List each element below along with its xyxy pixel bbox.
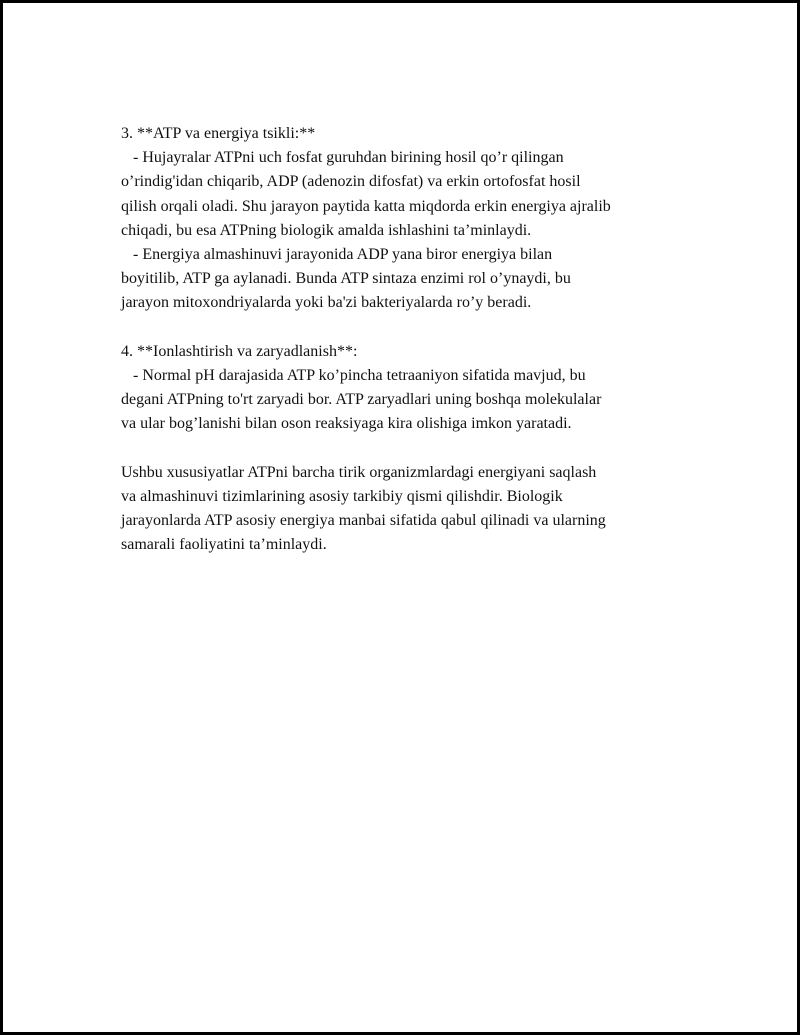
paragraph-spacer (121, 436, 721, 460)
section-4-heading: 4. **Ionlashtirish va zaryadlanish**: (121, 342, 358, 360)
section-3-line: jarayon mitoxondriyalarda yoki ba'zi bakteriyalarda ro’y beradi. (121, 294, 532, 312)
conclusion-line: Ushbu xususiyatlar ATPni barcha tirik organizmlardagi energiyani saqlash (121, 463, 597, 481)
section-4-line: - Normal pH darajasida ATP ko’pincha tetraaniyon sifatida mavjud, bu (121, 366, 586, 384)
paragraph-spacer (121, 316, 721, 340)
section-3-line: o’rindig'idan chiqarib, ADP (adenozin difosfat) va erkin ortofosfat hosil (121, 173, 581, 191)
section-3-line: chiqadi, bu esa ATPning biologik amalda ishlashini ta’minlaydi. (121, 221, 532, 239)
conclusion-line: va almashinuvi tizimlarining asosiy tarkibiy qismi qilishdir. Biologik (121, 487, 563, 505)
conclusion-line: samarali faoliyatini ta’minlaydi. (121, 536, 327, 554)
section-3-line: - Hujayralar ATPni uch fosfat guruhdan birining hosil qo’r qilingan (121, 149, 564, 167)
section-3-line: qilish orqali oladi. Shu jarayon paytida katta miqdorda erkin energiya ajralib (121, 197, 611, 215)
section-4-line: va ular bog’lanishi bilan oson reaksiyaga kira olishiga imkon yaratadi. (121, 415, 572, 433)
document-body (121, 122, 721, 557)
conclusion-line: jarayonlarda ATP asosiy energiya manbai sifatida qabul qilinadi va ularning (121, 512, 606, 529)
section-3-line: boyitilib, ATP ga aylanadi. Bunda ATP sintaza enzimi rol o’ynaydi, bu (121, 270, 571, 288)
section-3-line: - Energiya almashinuvi jarayonida ADP yana biror energiya bilan (121, 245, 553, 263)
section-3-heading: 3. **ATP va energiya tsikli:** (121, 125, 316, 142)
section-4-line: degani ATPning to'rt zaryadi bor. ATP zaryadlari uning boshqa molekulalar (121, 391, 602, 409)
